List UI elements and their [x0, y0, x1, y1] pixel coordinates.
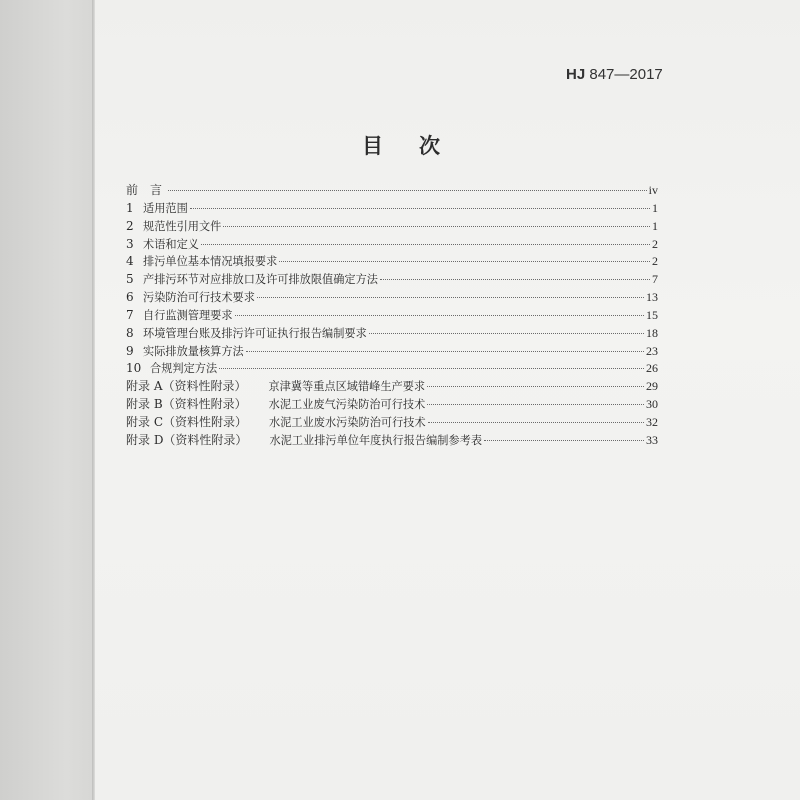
toc-entry-9 — [126, 343, 658, 361]
toc-entry-label: 术语和定义 — [143, 237, 199, 251]
toc-page-number: 23 — [646, 343, 658, 358]
toc-entry-number: 附录 A（资料性附录） — [126, 379, 247, 394]
toc-entry-number: 前 言 — [126, 183, 163, 197]
toc-leader-dots — [380, 278, 650, 280]
toc-leader-dots — [428, 421, 644, 423]
toc-entry-label: 水泥工业排污单位年度执行报告编制参考表 — [269, 433, 483, 447]
toc-entry-5 — [126, 271, 658, 289]
standard-code: 847—2017 — [589, 66, 663, 83]
toc-entry-2 — [126, 218, 658, 236]
toc-leader-dots — [369, 332, 644, 334]
toc-page-number: 33 — [646, 432, 658, 447]
toc-entry-4 — [126, 253, 658, 271]
toc-entry-7 — [126, 307, 658, 325]
toc-leader-dots — [168, 189, 647, 191]
toc-leader-dots — [427, 385, 644, 387]
toc-entry-label: 实际排放量核算方法 — [143, 344, 244, 358]
toc-leader-dots — [235, 314, 644, 316]
toc-leader-dots — [246, 350, 644, 352]
toc-leader-dots — [219, 367, 644, 369]
toc-entry-appendix-c — [126, 414, 658, 432]
toc-page-number: 30 — [646, 397, 658, 412]
toc-entry-label: 水泥工业废水污染防治可行技术 — [269, 415, 426, 429]
toc-page-number: 32 — [646, 414, 658, 429]
toc-entry-1 — [126, 200, 658, 218]
toc-page-number: iv — [648, 183, 658, 197]
toc-page-number: 2 — [652, 254, 658, 269]
toc-entry-label: 产排污环节对应排放口及许可排放限值确定方法 — [143, 273, 378, 287]
toc-entry-number: 8 — [126, 325, 134, 340]
toc-entry-appendix-a — [126, 378, 658, 396]
toc-entry-10 — [126, 360, 658, 378]
toc-entry-label: 环境管理台账及排污许可证执行报告编制要求 — [143, 326, 367, 340]
toc-entry-number: 3 — [126, 236, 134, 251]
toc-entry-label: 排污单位基本情况填报要求 — [143, 255, 278, 269]
toc-entry-label: 自行监测管理要求 — [143, 308, 233, 322]
toc-entry-appendix-d — [126, 432, 658, 450]
toc-page-number: 18 — [646, 325, 658, 340]
toc-entry-label: 合规判定方法 — [150, 362, 218, 376]
toc-entry-label: 适用范围 — [143, 201, 188, 215]
toc-page-number: 1 — [652, 218, 658, 233]
standard-number — [566, 66, 663, 83]
toc-leader-dots — [257, 296, 644, 298]
toc-entry-label: 水泥工业废气污染防治可行技术 — [268, 398, 426, 412]
toc-page-number: 1 — [652, 200, 658, 215]
toc-entry-number: 10 — [126, 361, 142, 376]
toc-entry-number: 附录 B（资料性附录） — [126, 397, 247, 412]
table-of-contents — [126, 182, 658, 450]
toc-entry-number: 1 — [126, 200, 134, 215]
toc-leader-dots — [201, 243, 650, 245]
standard-prefix: HJ — [566, 66, 586, 83]
toc-entry-number: 5 — [126, 272, 134, 287]
toc-entry-number: 附录 D（资料性附录） — [126, 432, 248, 447]
toc-leader-dots — [484, 439, 644, 441]
toc-page-number: 26 — [646, 361, 658, 376]
toc-entry-number: 6 — [126, 290, 134, 305]
toc-page-number: 2 — [652, 236, 658, 251]
toc-entry-number: 4 — [126, 254, 134, 269]
toc-entry-6 — [126, 289, 658, 307]
toc-entry-3 — [126, 236, 658, 254]
toc-leader-dots — [190, 207, 650, 209]
toc-page-number: 29 — [646, 379, 658, 394]
toc-entry-label: 规范性引用文件 — [143, 219, 222, 233]
toc-leader-dots — [279, 260, 650, 262]
toc-entry-number: 2 — [126, 218, 134, 233]
toc-leader-dots — [427, 403, 644, 405]
toc-leader-dots — [223, 225, 650, 227]
toc-page-number: 15 — [646, 307, 658, 322]
page-margin-shadow — [0, 0, 95, 800]
toc-entry-number: 7 — [126, 307, 134, 322]
toc-entry-preface — [126, 182, 658, 200]
toc-entry-appendix-b — [126, 396, 658, 414]
toc-entry-8 — [126, 325, 658, 343]
toc-entry-label: 污染防治可行技术要求 — [143, 291, 255, 305]
toc-entry-number: 9 — [126, 343, 134, 358]
toc-entry-number: 附录 C（资料性附录） — [126, 414, 247, 429]
toc-page-number: 13 — [646, 290, 658, 305]
toc-entry-label: 京津冀等重点区域错峰生产要求 — [268, 380, 426, 394]
toc-page-number: 7 — [652, 272, 658, 287]
page-title: 目次 — [362, 134, 476, 158]
